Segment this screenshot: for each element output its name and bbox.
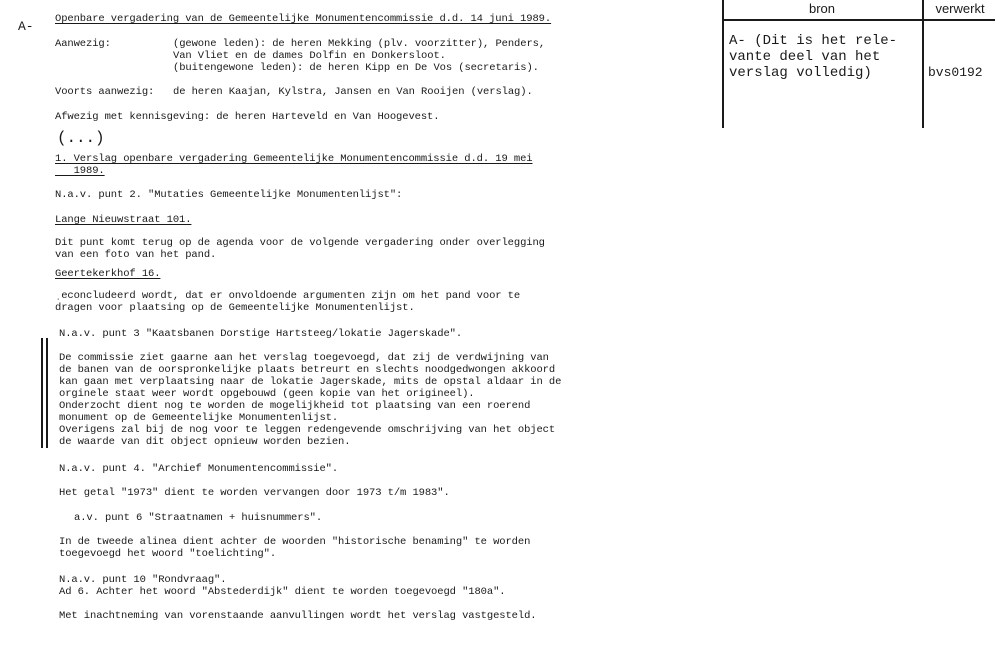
geertekerkhof-text: ˌeconcludeerd wordt, dat er onvoldoende argumenten zijn om het pand voor te — [55, 290, 521, 302]
punt3-text: orginele staat weer wordt opgebouwd (geen kopie van het origineel). — [59, 388, 475, 400]
header-divider — [722, 19, 995, 21]
punt3-text: Overigens zal bij de nog voor te leggen redengevende omschrijving van het object — [59, 424, 556, 436]
lange-nieuwstraat-text: Dit punt komt terug op de agenda voor de volgende vergadering onder overlegging — [55, 237, 545, 249]
verwerkt-header: verwerkt — [935, 1, 985, 16]
punt3-text: de waarde van dit object opnieuw worden bezien. — [59, 436, 351, 448]
punt2-heading: N.a.v. punt 2. "Mutaties Gemeentelijke Monumentenlijst": — [55, 189, 403, 201]
punt4-heading: N.a.v. punt 4. "Archief Monumentencommissie". — [59, 463, 339, 475]
item1-heading: 1989. — [55, 165, 105, 177]
bron-note: A- (Dit is het rele- — [729, 33, 898, 49]
closing-text: Met inachtneming van vorenstaande aanvullingen wordt het verslag vastgesteld. — [59, 610, 537, 622]
change-bar — [46, 338, 48, 448]
omission-ellipsis: (...) — [57, 129, 105, 147]
source-table — [722, 0, 995, 130]
punt3-text: Onderzocht dient nog te worden de mogelijkheid tot plaatsing van een roerend — [59, 400, 531, 412]
aanwezig-line: (gewone leden): de heren Mekking (plv. voorzitter), Penders, — [173, 38, 546, 50]
aanwezig-line: (buitengewone leden): de heren Kipp en De Vos (secretaris). — [173, 62, 539, 74]
change-bar — [41, 338, 43, 448]
aanwezig-label: Aanwezig: — [55, 38, 111, 50]
punt3-text: monument op de Gemeentelijke Monumentenlijst. — [59, 412, 339, 424]
voorts-label: Voorts aanwezig: — [55, 86, 155, 98]
bron-header: bron — [808, 1, 836, 16]
table-left-border — [722, 0, 724, 128]
punt6-text: In de tweede alinea dient achter de woorden "historische benaming" te worden — [59, 536, 531, 548]
punt3-text: kan gaan met verplaatsing naar de lokatie Jagerskade, mits de opstal aldaar in de — [59, 376, 562, 388]
geertekerkhof-text: dragen voor plaatsing op de Gemeentelijke Monumentenlijst. — [55, 302, 415, 314]
afwezig-text: Afwezig met kennisgeving: de heren Harteveld en Van Hoogevest. — [55, 111, 440, 123]
bron-note: verslag volledig) — [729, 65, 872, 81]
punt3-heading: N.a.v. punt 3 "Kaatsbanen Dorstige Hartsteeg/lokatie Jagerskade". — [59, 328, 463, 340]
section-marker: A- — [18, 19, 34, 34]
aanwezig-line: Van Vliet en de dames Dolfin en Donkersloot. — [173, 50, 446, 62]
document-title: Openbare vergadering van de Gemeentelijke Monumentencommissie d.d. 14 juni 1989. — [55, 13, 552, 25]
geertekerkhof-heading: Geertekerkhof 16. — [55, 268, 161, 280]
punt10-heading: N.a.v. punt 10 "Rondvraag". — [59, 574, 227, 586]
lange-nieuwstraat-heading: Lange Nieuwstraat 101. — [55, 214, 192, 226]
punt4-text: Het getal "1973" dient te worden vervangen door 1973 t/m 1983". — [59, 487, 450, 499]
item1-heading: 1. Verslag openbare vergadering Gemeentelijke Monumentencommissie d.d. 19 mei — [55, 153, 533, 165]
punt6-text: toegevoegd het woord "toelichting". — [59, 548, 277, 560]
punt6-heading: a.v. punt 6 "Straatnamen + huisnummers". — [74, 512, 323, 524]
voorts-text: de heren Kaajan, Kylstra, Jansen en Van Rooijen (verslag). — [173, 86, 533, 98]
punt3-text: De commissie ziet gaarne aan het verslag toegevoegd, dat zij de verdwijning van — [59, 352, 549, 364]
column-divider — [922, 0, 924, 128]
bron-note: vante deel van het — [729, 49, 881, 65]
verwerkt-value: bvs0192 — [928, 65, 983, 80]
punt3-text: de banen van de oorspronkelijke plaats betreurt en slechts noodgedwongen akkoord — [59, 364, 556, 376]
punt10-text: Ad 6. Achter het woord "Abstederdijk" dient te worden toegevoegd "180a". — [59, 586, 506, 598]
lange-nieuwstraat-text: van een foto van het pand. — [55, 249, 217, 261]
